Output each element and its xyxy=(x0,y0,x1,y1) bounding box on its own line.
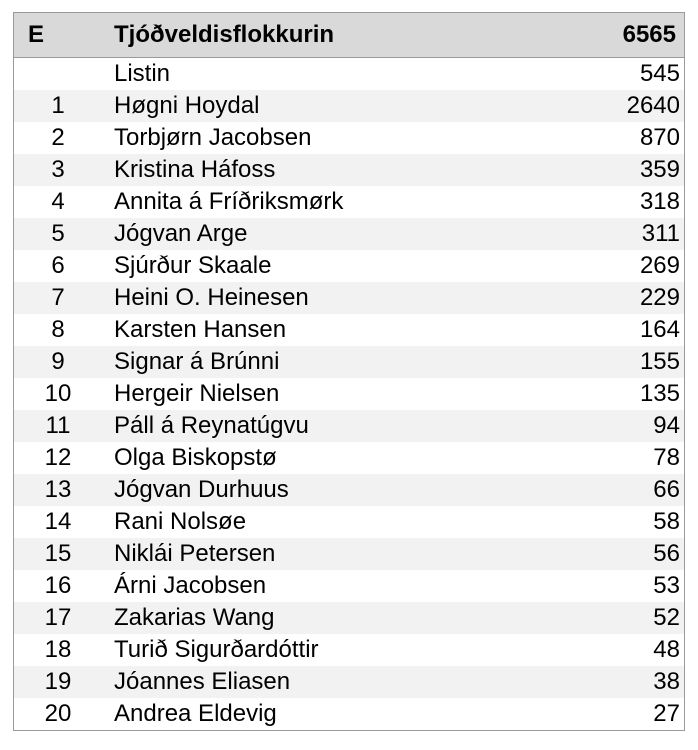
candidate-rank: 18 xyxy=(44,635,72,663)
candidate-rank: 11 xyxy=(45,411,71,439)
candidate-rank: 17 xyxy=(44,603,72,631)
results-table-container xyxy=(13,12,685,731)
table-row xyxy=(14,186,684,218)
candidate-votes: 545 xyxy=(639,59,680,87)
candidate-rank: 6 xyxy=(51,251,65,279)
table-row xyxy=(14,378,684,410)
candidate-rank: 19 xyxy=(44,667,72,695)
candidate-name: Kristina Háfoss xyxy=(114,155,276,183)
candidate-votes: 311 xyxy=(641,219,680,247)
table-row xyxy=(14,410,684,442)
candidate-name: Árni Jacobsen xyxy=(114,571,267,599)
table-row xyxy=(14,314,684,346)
header-row xyxy=(14,13,684,57)
candidate-votes: 359 xyxy=(639,155,680,183)
candidate-votes: 48 xyxy=(653,635,680,663)
table-row xyxy=(14,698,684,730)
candidate-votes: 155 xyxy=(639,347,680,375)
candidate-name: Listin xyxy=(114,59,171,87)
candidate-name: Torbjørn Jacobsen xyxy=(114,123,312,151)
candidate-name: Jógvan Durhuus xyxy=(114,475,289,503)
table-row xyxy=(14,154,684,186)
candidate-name: Jógvan Arge xyxy=(114,219,248,247)
candidate-rank: 15 xyxy=(44,539,72,567)
table-row xyxy=(14,570,684,602)
candidate-votes: 78 xyxy=(653,443,680,471)
candidate-name: Karsten Hansen xyxy=(114,315,287,343)
table-row xyxy=(14,218,684,250)
table-row xyxy=(14,57,684,90)
candidate-rank: 13 xyxy=(44,475,72,503)
table-row xyxy=(14,122,684,154)
list-letter: E xyxy=(28,20,45,48)
candidate-rank: 5 xyxy=(51,219,65,247)
candidate-name: Rani Nolsøe xyxy=(114,507,247,535)
candidate-name: Páll á Reynatúgvu xyxy=(114,411,309,439)
candidate-votes: 58 xyxy=(653,507,680,535)
candidate-name: Andrea Eldevig xyxy=(114,699,277,727)
table-row xyxy=(14,538,684,570)
candidate-name: Jóannes Eliasen xyxy=(114,667,291,695)
candidate-name: Høgni Hoydal xyxy=(114,91,260,119)
candidate-votes: 870 xyxy=(639,123,680,151)
party-name: Tjóðveldisflokkurin xyxy=(114,20,335,48)
candidate-rank: 14 xyxy=(44,507,72,535)
table-header xyxy=(14,13,684,57)
candidate-name: Heini O. Heinesen xyxy=(114,283,309,311)
candidate-name: Olga Biskopstø xyxy=(114,443,277,471)
table-row xyxy=(14,666,684,698)
election-results-table xyxy=(14,13,684,730)
candidate-rank: 12 xyxy=(44,443,72,471)
candidate-rank: 3 xyxy=(51,155,65,183)
table-body xyxy=(14,57,684,730)
table-row xyxy=(14,90,684,122)
candidate-name: Sjúrður Skaale xyxy=(114,251,272,279)
candidate-rank: 20 xyxy=(44,699,72,727)
candidate-rank: 7 xyxy=(51,283,65,311)
candidate-votes: 94 xyxy=(653,411,680,439)
candidate-rank: 1 xyxy=(51,91,65,119)
candidate-votes: 27 xyxy=(653,699,680,727)
candidate-name: Turið Sigurðardóttir xyxy=(114,635,319,663)
candidate-rank: 9 xyxy=(51,347,65,375)
table-row xyxy=(14,442,684,474)
table-row xyxy=(14,602,684,634)
table-row xyxy=(14,634,684,666)
table-row xyxy=(14,474,684,506)
candidate-votes: 229 xyxy=(639,283,680,311)
candidate-rank xyxy=(14,57,110,90)
candidate-name: Hergeir Nielsen xyxy=(114,379,280,407)
candidate-votes: 38 xyxy=(653,667,680,695)
candidate-votes: 135 xyxy=(639,379,680,407)
candidate-votes: 56 xyxy=(653,539,680,567)
candidate-votes: 52 xyxy=(653,603,680,631)
candidate-votes: 53 xyxy=(653,571,680,599)
candidate-rank: 4 xyxy=(51,187,65,215)
candidate-votes: 2640 xyxy=(626,91,680,119)
table-row xyxy=(14,282,684,314)
candidate-rank: 10 xyxy=(44,379,72,407)
candidate-votes: 164 xyxy=(639,315,680,343)
candidate-rank: 16 xyxy=(44,571,72,599)
candidate-votes: 318 xyxy=(639,187,680,215)
candidate-votes: 66 xyxy=(653,475,680,503)
party-total-votes: 6565 xyxy=(622,20,676,48)
table-row xyxy=(14,346,684,378)
table-row xyxy=(14,506,684,538)
candidate-name: Annita á Fríðriksmørk xyxy=(114,187,344,215)
candidate-name: Zakarias Wang xyxy=(114,603,275,631)
candidate-votes: 269 xyxy=(639,251,680,279)
candidate-name: Niklái Petersen xyxy=(114,539,276,567)
candidate-rank: 8 xyxy=(51,315,65,343)
candidate-rank: 2 xyxy=(51,123,65,151)
candidate-name: Signar á Brúnni xyxy=(114,347,280,375)
table-row xyxy=(14,250,684,282)
